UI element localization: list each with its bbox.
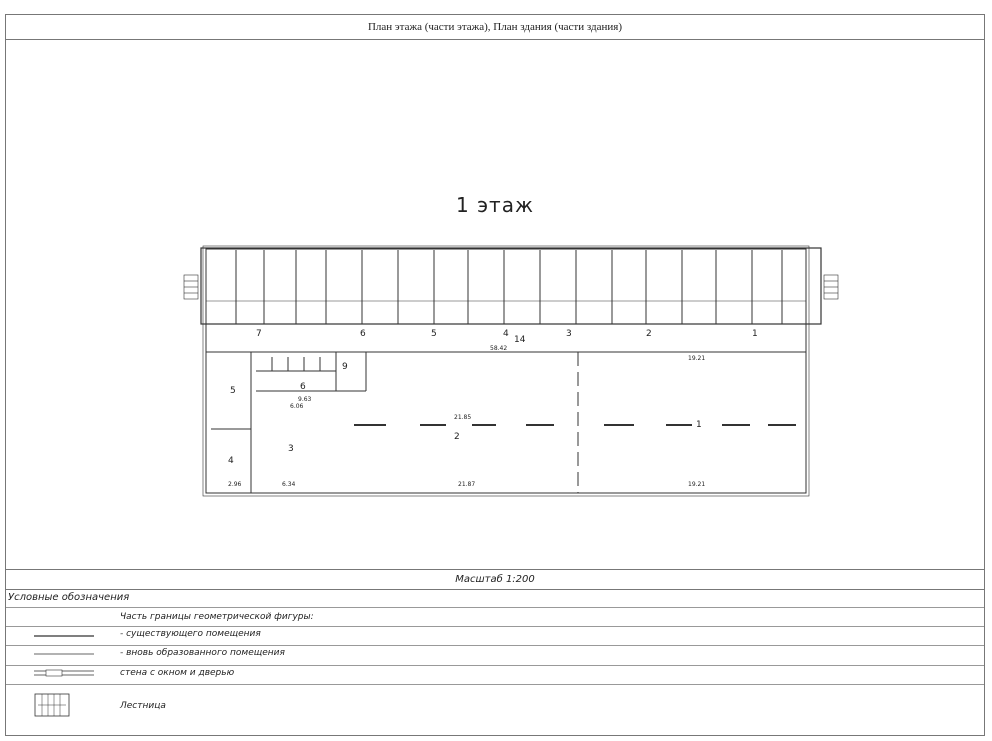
room-number-14: 14 <box>514 335 526 345</box>
north-wing <box>201 248 821 324</box>
floor-plan-drawing <box>6 39 984 569</box>
room-number-1: 1 <box>696 420 702 430</box>
legend-divider <box>6 607 984 608</box>
right-top-dimension: 19.21 <box>688 355 706 362</box>
axis-label-3: 3 <box>566 329 572 339</box>
legend-divider <box>6 626 984 627</box>
drawing-sheet <box>5 14 985 736</box>
sheet-header-title: План этажа (части этажа), План здания (части здания) <box>6 15 984 40</box>
legend-divider <box>6 665 984 666</box>
axis-label-1: 1 <box>752 329 758 339</box>
room3-top-dimension: 6.06 <box>290 403 304 410</box>
legend-divider <box>6 645 984 646</box>
legend-item-existing-room: - существующего помещения <box>120 629 261 639</box>
room3-width-dimension: 6.34 <box>282 481 296 488</box>
small-width-dimension: 2.96 <box>228 481 242 488</box>
stair-left <box>184 275 198 299</box>
legend-item-wall-window-door: стена с окном и дверью <box>120 668 235 678</box>
new-room-line-sample <box>34 651 94 657</box>
axis-label-2: 2 <box>646 329 652 339</box>
staircase-icon <box>34 693 70 717</box>
axis-label-6: 6 <box>360 329 366 339</box>
hall-top-dimension: 21.85 <box>454 414 472 421</box>
corridor-dimension: 58.42 <box>490 345 508 352</box>
existing-room-line-sample <box>34 633 94 639</box>
axis-label-4: 4 <box>503 329 509 339</box>
legend-divider <box>6 684 984 685</box>
room-number-4: 4 <box>228 456 234 466</box>
room-number-2: 2 <box>454 432 460 442</box>
floor-plan-area <box>6 39 984 583</box>
right-bottom-dimension: 19.21 <box>688 481 706 488</box>
legend-item-geometric-boundary: Часть границы геометрической фигуры: <box>120 612 314 622</box>
legend-title: Условные обозначения <box>8 592 130 603</box>
legend-item-new-room: - вновь образованного помещения <box>120 648 285 658</box>
south-west-rooms <box>211 352 366 493</box>
floor-title: 1 этаж <box>456 193 534 217</box>
north-wing-partitions <box>206 250 806 324</box>
wall-window-door-sample <box>34 668 94 678</box>
room-number-3: 3 <box>288 444 294 454</box>
room6-width-dimension: 9.63 <box>298 396 312 403</box>
legend-item-staircase: Лестница <box>120 701 166 711</box>
stair-right <box>824 275 838 299</box>
room-number-5: 5 <box>230 386 236 396</box>
axis-label-7: 7 <box>256 329 262 339</box>
hall-bottom-dimension: 21.87 <box>458 481 476 488</box>
axis-label-5: 5 <box>431 329 437 339</box>
room-number-9: 9 <box>342 362 348 372</box>
room-number-6: 6 <box>300 382 306 392</box>
scale-label: Масштаб 1:200 <box>6 569 984 590</box>
